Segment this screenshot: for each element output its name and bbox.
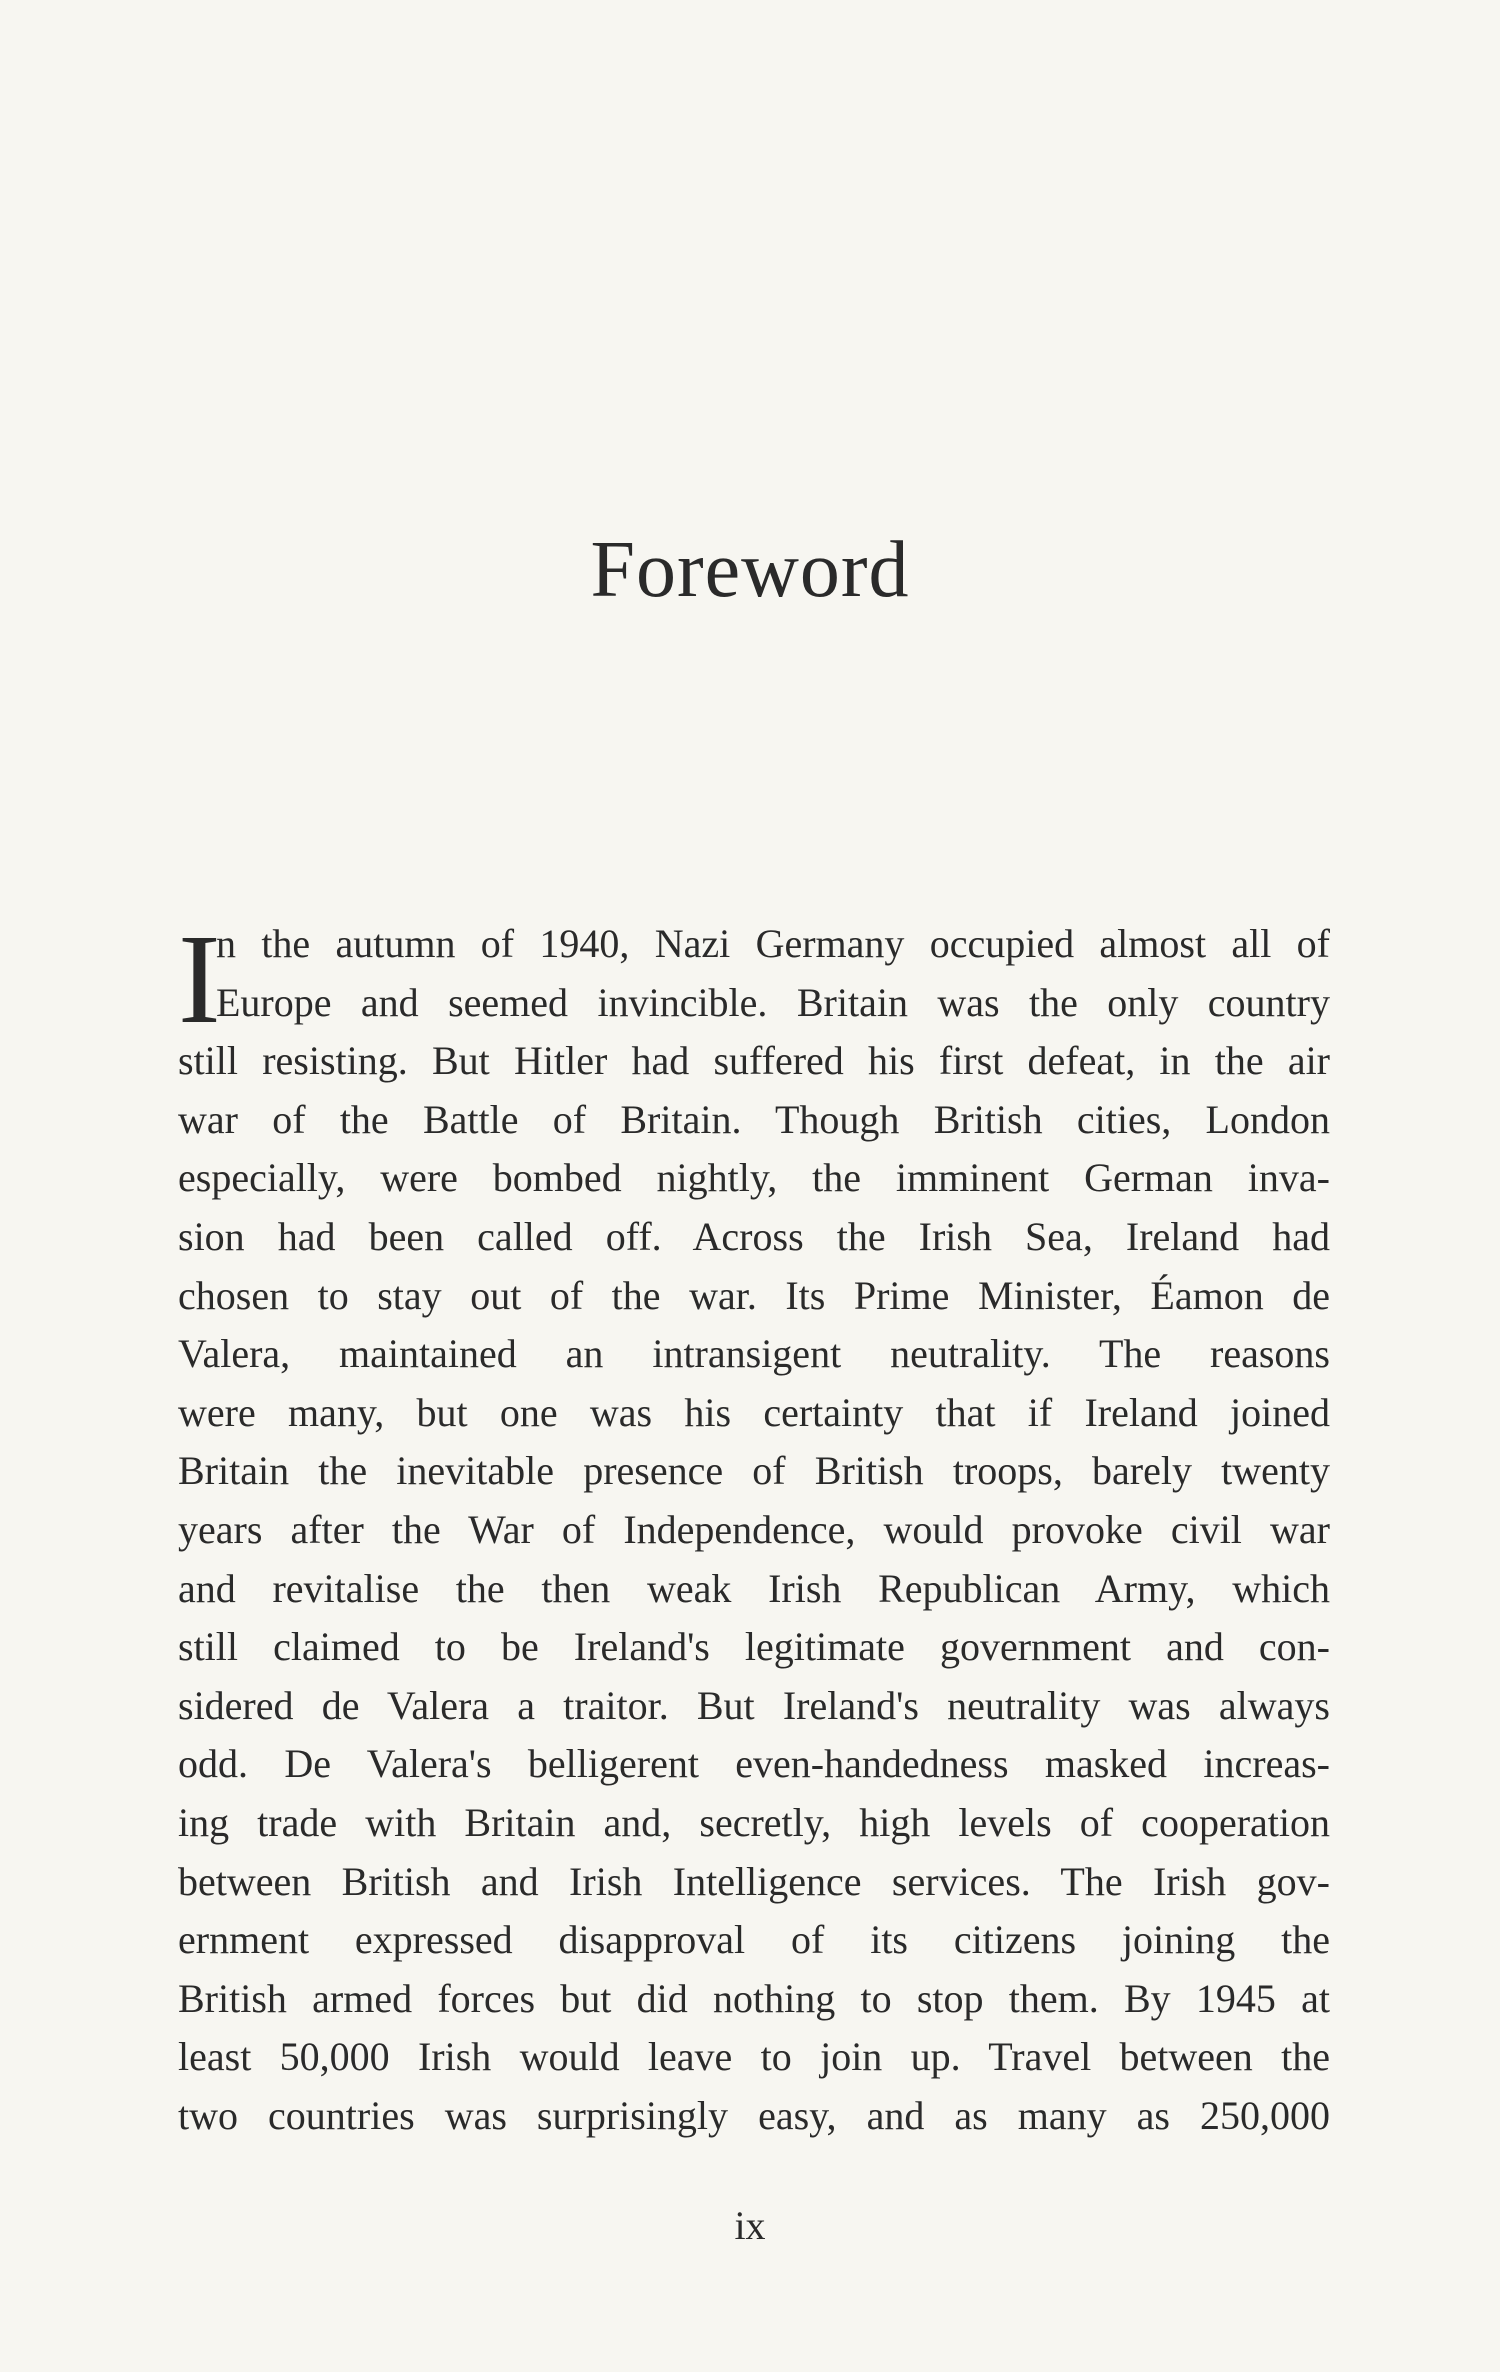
drop-cap: I <box>178 908 221 1050</box>
text-line: Europe and seemed invincible. Britain was the only country <box>216 979 1330 1025</box>
text-line: sion had been called off. Across the Irish Sea, Ireland had <box>178 1213 1330 1259</box>
body-paragraph <box>178 908 1330 2145</box>
text-line: still claimed to be Ireland's legitimate government and con- <box>178 1624 1330 1670</box>
text-line: especially, were bombed nightly, the imminent German inva- <box>178 1155 1330 1201</box>
text-line: years after the War of Independence, would provoke civil war <box>178 1506 1330 1552</box>
page-number: ix <box>734 2203 766 2248</box>
text-line: Britain the inevitable presence of British troops, barely twenty <box>178 1448 1330 1494</box>
text-line: British armed forces but did nothing to stop them. By 1945 at <box>178 1975 1330 2021</box>
text-line: sidered de Valera a traitor. But Ireland's neutrality was always <box>178 1682 1330 1728</box>
text-line: least 50,000 Irish would leave to join up. Travel between the <box>178 2034 1330 2080</box>
chapter-title: Foreword <box>590 526 910 614</box>
text-line: between British and Irish Intelligence services. The Irish gov- <box>178 1858 1330 1904</box>
text-line: war of the Battle of Britain. Though British cities, London <box>178 1096 1330 1142</box>
text-line: ing trade with Britain and, secretly, high levels of cooperation <box>178 1799 1330 1845</box>
text-line: were many, but one was his certainty that if Ireland joined <box>178 1389 1330 1435</box>
text-line: two countries was surprisingly easy, and as many as 250,000 <box>178 2092 1330 2138</box>
text-line: n the autumn of 1940, Nazi Germany occupied almost all of <box>216 921 1330 966</box>
text-line: ernment expressed disapproval of its citizens joining the <box>178 1917 1330 1963</box>
text-line: and revitalise the then weak Irish Republican Army, which <box>178 1565 1330 1611</box>
text-line: still resisting. But Hitler had suffered his first defeat, in the air <box>178 1038 1330 1084</box>
text-line: Valera, maintained an intransigent neutrality. The reasons <box>178 1331 1330 1377</box>
text-line: chosen to stay out of the war. Its Prime Minister, Éamon de <box>178 1272 1330 1318</box>
text-line: odd. De Valera's belligerent even-handedness masked increas- <box>178 1741 1330 1787</box>
